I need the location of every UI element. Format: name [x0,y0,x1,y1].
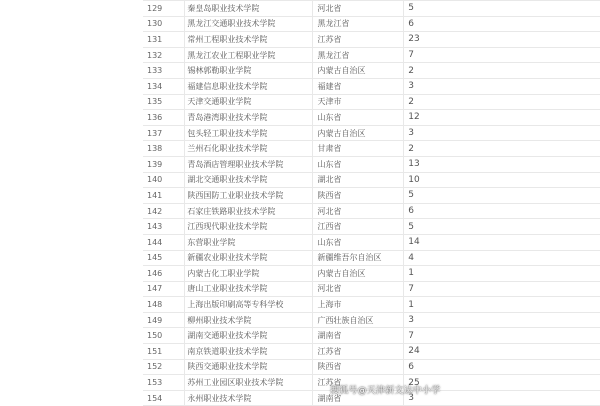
college-name-cell: 南京铁道职业技术学院 [185,344,313,360]
count-cell: 23 [404,32,600,48]
count-cell: 5 [404,219,600,235]
row-number-cell: 154 [143,390,185,406]
college-name-cell: 柳州职业技术学院 [185,312,313,328]
row-number-cell: 130 [143,16,185,32]
college-name-cell: 永州职业技术学院 [185,390,313,406]
row-number-cell: 134 [143,78,185,94]
college-name-cell: 锡林郭勒职业学院 [185,63,313,79]
table-row [143,203,600,219]
table-row [143,172,600,188]
count-cell: 3 [404,125,600,141]
table-row [143,234,600,250]
college-name-cell: 唐山工业职业技术学院 [185,281,313,297]
college-name-cell: 天津交通职业学院 [185,94,313,110]
table-row [143,141,600,157]
table-row [143,47,600,63]
province-cell: 江苏省 [313,344,404,360]
table-row [143,312,600,328]
count-cell: 7 [404,47,600,63]
college-name-cell: 黑龙江农业工程职业学院 [185,47,313,63]
count-cell: 7 [404,281,600,297]
count-cell: 3 [404,312,600,328]
row-number-cell: 152 [143,359,185,375]
province-cell: 河北省 [313,203,404,219]
row-number-cell: 136 [143,110,185,126]
table-body [143,1,600,406]
row-number-cell: 147 [143,281,185,297]
college-name-cell: 湖南交通职业技术学院 [185,328,313,344]
college-name-cell: 新疆农业职业技术学院 [185,250,313,266]
table-row [143,1,600,17]
college-name-cell: 石家庄铁路职业技术学院 [185,203,313,219]
count-cell: 10 [404,172,600,188]
province-cell: 上海市 [313,297,404,313]
college-name-cell: 青岛港湾职业技术学院 [185,110,313,126]
row-number-cell: 139 [143,156,185,172]
province-cell: 黑龙江省 [313,47,404,63]
row-number-cell: 153 [143,375,185,391]
college-name-cell: 上海出版印刷高等专科学校 [185,297,313,313]
row-number-cell: 146 [143,266,185,282]
province-cell: 黑龙江省 [313,16,404,32]
row-number-cell: 148 [143,297,185,313]
row-number-cell: 129 [143,1,185,17]
table-row [143,188,600,204]
province-cell: 天津市 [313,94,404,110]
province-cell: 新疆维吾尔自治区 [313,250,404,266]
college-name-cell: 秦皇岛职业技术学院 [185,1,313,17]
watermark-text: 搜狐号@天津新文达中小学 [330,386,441,396]
count-cell: 2 [404,63,600,79]
count-cell: 6 [404,359,600,375]
row-number-cell: 131 [143,32,185,48]
college-name-cell: 青岛酒店管理职业技术学院 [185,156,313,172]
province-cell: 江苏省 [313,375,404,391]
college-name-cell: 陕西国防工业职业技术学院 [185,188,313,204]
college-name-cell: 苏州工业园区职业技术学院 [185,375,313,391]
row-number-cell: 140 [143,172,185,188]
college-name-cell: 黑龙江交通职业技术学院 [185,16,313,32]
province-cell: 山东省 [313,110,404,126]
table-row [143,32,600,48]
row-number-cell: 133 [143,63,185,79]
count-cell: 25 [404,375,600,391]
province-cell: 内蒙古自治区 [313,63,404,79]
college-name-cell: 常州工程职业技术学院 [185,32,313,48]
province-cell: 福建省 [313,78,404,94]
count-cell: 2 [404,94,600,110]
college-name-cell: 湖北交通职业技术学院 [185,172,313,188]
province-cell: 山东省 [313,156,404,172]
province-cell: 湖南省 [313,328,404,344]
table-row [143,219,600,235]
college-name-cell: 内蒙古化工职业学院 [185,266,313,282]
count-cell: 5 [404,1,600,17]
row-number-cell: 142 [143,203,185,219]
province-cell: 陕西省 [313,188,404,204]
row-number-cell: 135 [143,94,185,110]
province-cell: 湖北省 [313,172,404,188]
table-row [143,281,600,297]
table-row [143,94,600,110]
table-row [143,344,600,360]
count-cell: 13 [404,156,600,172]
row-number-cell: 144 [143,234,185,250]
table-row [143,110,600,126]
table-row [143,266,600,282]
college-ranking-table [143,0,600,406]
college-name-cell: 东营职业学院 [185,234,313,250]
college-name-cell: 江西现代职业技术学院 [185,219,313,235]
province-cell: 甘肃省 [313,141,404,157]
province-cell: 江苏省 [313,32,404,48]
college-name-cell: 陕西交通职业技术学院 [185,359,313,375]
row-number-cell: 150 [143,328,185,344]
college-name-cell: 兰州石化职业技术学院 [185,141,313,157]
row-number-cell: 137 [143,125,185,141]
province-cell: 河北省 [313,281,404,297]
province-cell: 陕西省 [313,359,404,375]
count-cell: 2 [404,141,600,157]
row-number-cell: 149 [143,312,185,328]
table-row [143,297,600,313]
count-cell: 14 [404,234,600,250]
table-row [143,359,600,375]
table-row [143,63,600,79]
count-cell: 3 [404,390,600,406]
count-cell: 24 [404,344,600,360]
row-number-cell: 151 [143,344,185,360]
province-cell: 内蒙古自治区 [313,125,404,141]
table-row [143,78,600,94]
table-row [143,16,600,32]
table-row [143,250,600,266]
table-row [143,156,600,172]
row-number-cell: 132 [143,47,185,63]
row-number-cell: 138 [143,141,185,157]
count-cell: 3 [404,78,600,94]
province-cell: 广西壮族自治区 [313,312,404,328]
province-cell: 江西省 [313,219,404,235]
college-name-cell: 福建信息职业技术学院 [185,78,313,94]
count-cell: 1 [404,266,600,282]
count-cell: 7 [404,328,600,344]
count-cell: 6 [404,203,600,219]
province-cell: 内蒙古自治区 [313,266,404,282]
province-cell: 山东省 [313,234,404,250]
table-row [143,328,600,344]
count-cell: 5 [404,188,600,204]
count-cell: 1 [404,297,600,313]
province-cell: 河北省 [313,1,404,17]
college-name-cell: 包头轻工职业技术学院 [185,125,313,141]
row-number-cell: 141 [143,188,185,204]
count-cell: 6 [404,16,600,32]
count-cell: 12 [404,110,600,126]
province-cell: 湖南省 [313,390,404,406]
row-number-cell: 143 [143,219,185,235]
table-row [143,125,600,141]
count-cell: 4 [404,250,600,266]
row-number-cell: 145 [143,250,185,266]
